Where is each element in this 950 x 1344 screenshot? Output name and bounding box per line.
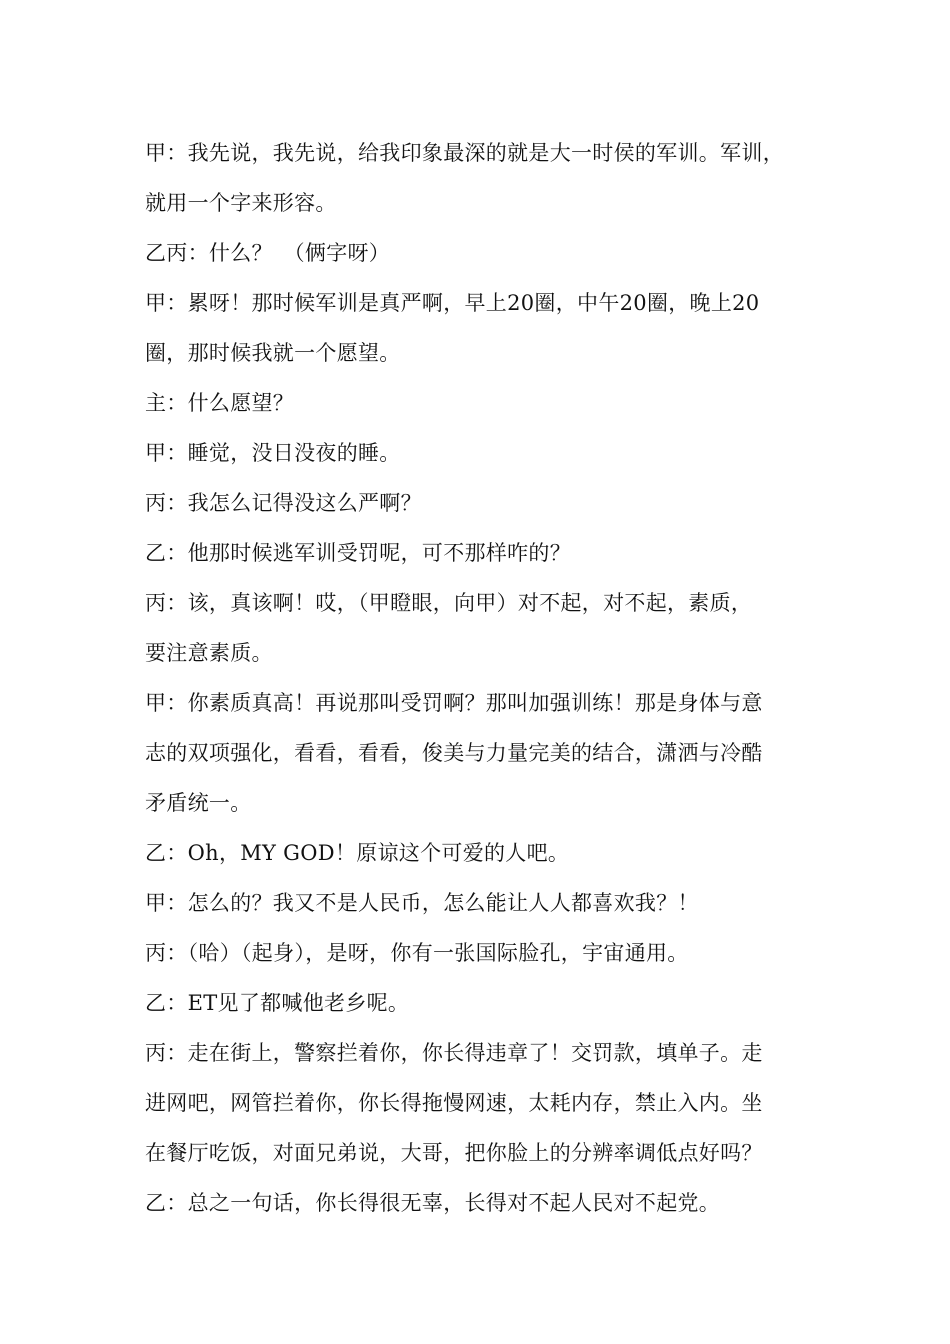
text-line: 丙：走在街上，警察拦着你，你长得违章了！交罚款，填单子。走 xyxy=(145,1041,763,1065)
text-line: 主：什么愿望？ xyxy=(145,391,295,415)
text-line: 乙丙：什么？ （俩字呀） xyxy=(145,241,391,265)
text-line: 志的双项强化，看看，看看，俊美与力量完美的结合，潇洒与冷酷 xyxy=(145,741,763,765)
text-line: 矛盾统一。 xyxy=(145,791,252,815)
text-line: 丙：该，真该啊！哎，（甲瞪眼，向甲）对不起，对不起，素质， xyxy=(145,591,753,615)
text-line: 就用一个字来形容。 xyxy=(145,191,337,215)
text-line: 丙：（哈）（起身），是呀，你有一张国际脸孔，宇宙通用。 xyxy=(145,941,689,965)
text-line: 甲：怎么的？我又不是人民币，怎么能让人人都喜欢我？！ xyxy=(145,891,699,915)
text-line: 甲：累呀！那时候军训是真严啊，早上20圈，中午20圈，晚上20 xyxy=(145,291,760,315)
text-line: 乙：ET见了都喊他老乡呢。 xyxy=(145,991,410,1015)
text-line: 甲：你素质真高！再说那叫受罚啊？那叫加强训练！那是身体与意 xyxy=(145,691,763,715)
document-body xyxy=(145,128,810,1228)
text-line: 丙：我怎么记得没这么严啊？ xyxy=(145,491,422,515)
text-line: 进网吧，网管拦着你，你长得拖慢网速，太耗内存，禁止入内。坐 xyxy=(145,1091,763,1115)
text-line: 在餐厅吃饭，对面兄弟说，大哥，把你脸上的分辨率调低点好吗？ xyxy=(145,1141,763,1165)
text-line: 圈，那时候我就一个愿望。 xyxy=(145,341,401,365)
text-line: 甲：我先说，我先说，给我印象最深的就是大一时侯的军训。军训， xyxy=(145,141,784,165)
text-line: 乙：Oh，MY GOD！原谅这个可爱的人吧。 xyxy=(145,841,570,865)
text-line: 要注意素质。 xyxy=(145,641,273,665)
text-line: 乙：总之一句话，你长得很无辜，长得对不起人民对不起党。 xyxy=(145,1191,721,1215)
text-line: 甲：睡觉，没日没夜的睡。 xyxy=(145,441,401,465)
text-line: 乙：他那时候逃军训受罚呢，可不那样咋的？ xyxy=(145,541,571,565)
